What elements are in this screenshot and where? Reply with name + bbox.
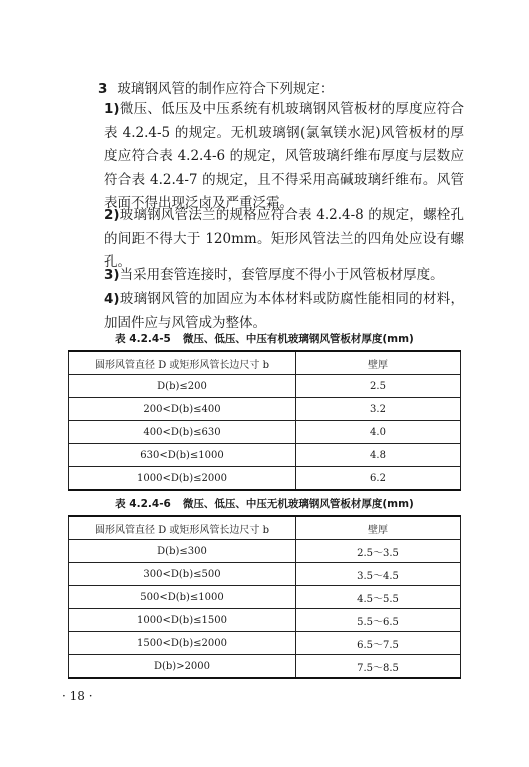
- table-number: 表 4.2.4-5: [115, 333, 171, 345]
- item-text: 玻璃钢风管的加固应为本体材料或防腐性能相同的材料，加固件应与风管成为整体。: [104, 291, 464, 331]
- size-cell: 1000<D(b)≤1500: [69, 609, 296, 632]
- size-cell: 1000<D(b)≤2000: [69, 467, 296, 491]
- table-header-row: [69, 351, 461, 375]
- table-row: [69, 467, 461, 491]
- table-row: [69, 444, 461, 467]
- table-header-row: [69, 516, 461, 540]
- size-cell: 200<D(b)≤400: [69, 398, 296, 421]
- size-cell: D(b)>2000: [69, 655, 296, 679]
- thickness-table-organic: [68, 350, 461, 491]
- table-caption: [0, 496, 529, 511]
- table-title: 微压、低压、中压无机玻璃钢风管板材厚度(mm): [182, 498, 414, 510]
- table-title: 微压、低压、中压有机玻璃钢风管板材厚度(mm): [182, 333, 414, 345]
- item-marker: 3): [104, 267, 120, 283]
- table-row: [69, 375, 461, 398]
- section-heading: [98, 79, 333, 99]
- section-title: 玻璃钢风管的制作应符合下列规定：: [117, 81, 334, 97]
- size-cell: 500<D(b)≤1000: [69, 586, 296, 609]
- header-cell-thickness: 壁厚: [296, 351, 461, 375]
- table-row: [69, 632, 461, 655]
- item-marker: 2): [104, 207, 120, 223]
- size-cell: 300<D(b)≤500: [69, 563, 296, 586]
- size-cell: 400<D(b)≤630: [69, 421, 296, 444]
- section-number: 3: [98, 81, 108, 97]
- size-cell: D(b)≤300: [69, 540, 296, 563]
- thickness-cell: 3.2: [296, 398, 461, 421]
- thickness-table-inorganic: [68, 515, 461, 679]
- thickness-cell: 3.5～4.5: [296, 563, 461, 586]
- thickness-cell: 6.2: [296, 467, 461, 491]
- thickness-cell: 2.5: [296, 375, 461, 398]
- thickness-cell: 5.5～6.5: [296, 609, 461, 632]
- table-row: [69, 655, 461, 679]
- thickness-cell: 6.5～7.5: [296, 632, 461, 655]
- page-number: · 18 ·: [62, 689, 93, 703]
- header-cell-size: 圆形风管直径 D 或矩形风管长边尺寸 b: [69, 516, 296, 540]
- table-number: 表 4.2.4-6: [115, 498, 171, 510]
- item-marker: 1): [104, 101, 120, 117]
- item-marker: 4): [104, 291, 120, 307]
- thickness-cell: 2.5～3.5: [296, 540, 461, 563]
- table-caption: [0, 331, 529, 346]
- table-row: [69, 609, 461, 632]
- item-text: 当采用套管连接时，套管厚度不得小于风管板材厚度。: [119, 267, 444, 283]
- table-row: [69, 421, 461, 444]
- header-cell-thickness: 壁厚: [296, 516, 461, 540]
- list-item: [104, 98, 464, 216]
- thickness-cell: 4.8: [296, 444, 461, 467]
- thickness-cell: 7.5～8.5: [296, 655, 461, 679]
- list-item: [104, 264, 464, 288]
- table-row: [69, 563, 461, 586]
- item-text: 玻璃钢风管法兰的规格应符合表 4.2.4-8 的规定，螺栓孔的间距不得大于 120mm。矩形风管法兰的四角处应设有螺孔。: [104, 207, 464, 271]
- size-cell: D(b)≤200: [69, 375, 296, 398]
- header-cell-size: 圆形风管直径 D 或矩形风管长边尺寸 b: [69, 351, 296, 375]
- table-row: [69, 540, 461, 563]
- thickness-cell: 4.5～5.5: [296, 586, 461, 609]
- size-cell: 1500<D(b)≤2000: [69, 632, 296, 655]
- size-cell: 630<D(b)≤1000: [69, 444, 296, 467]
- list-item: [104, 288, 464, 335]
- thickness-cell: 4.0: [296, 421, 461, 444]
- table-row: [69, 398, 461, 421]
- item-text: 微压、低压及中压系统有机玻璃钢风管板材的厚度应符合表 4.2.4-5 的规定。无机玻璃钢(氯氧镁水泥)风管板材的厚度应符合表 4.2.4-6 的规定，风管玻璃纤维布厚度与层数应符合表 4.2.4-7 的规定，且不得采用高碱玻璃纤维布。风管表面不得出现泛卤及严重泛霜。: [104, 101, 464, 212]
- table-row: [69, 586, 461, 609]
